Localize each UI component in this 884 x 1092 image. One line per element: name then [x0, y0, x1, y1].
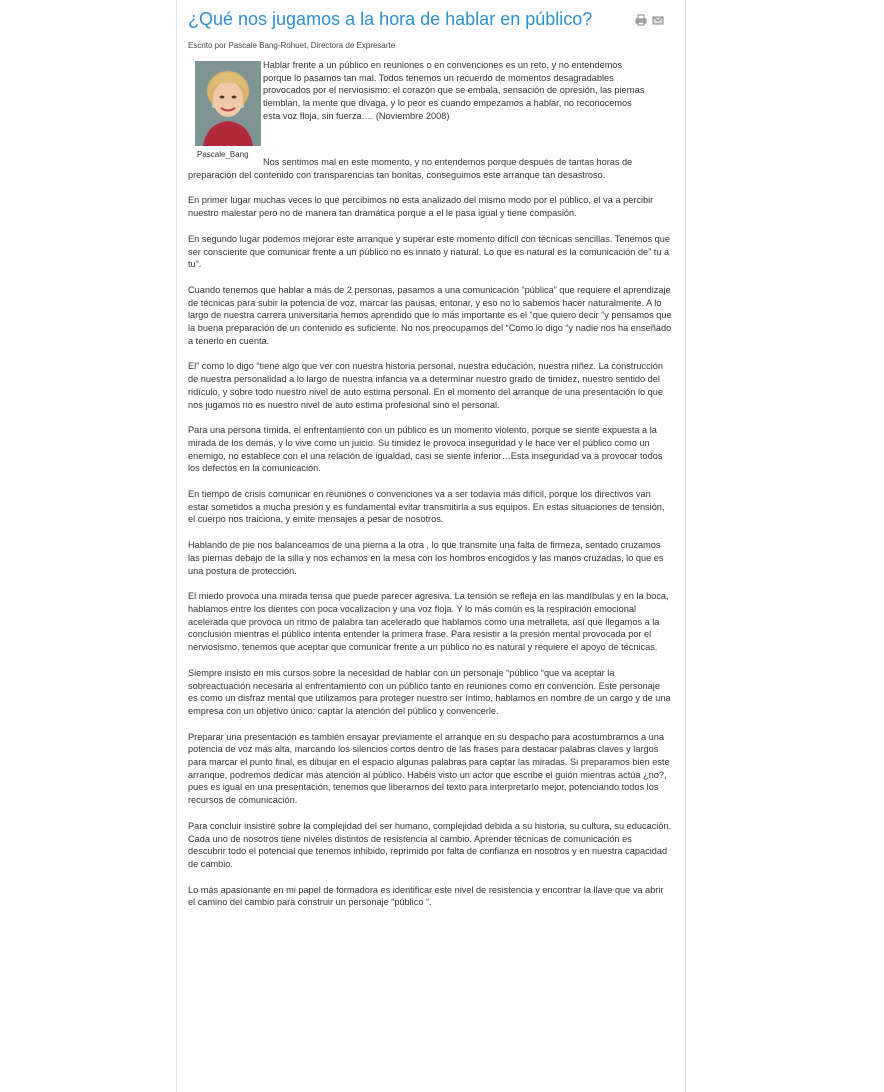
article-paragraph: Nos sentimos mal en este momento, y no entendemos porque después de tantas horas de preparación del contenido con transparencias tan bonitas, conseguimos este arranque tan desastroso.: [188, 157, 633, 180]
article-paragraph: Hablando de pie nos balanceamos de una pierna a la otra , lo que transmite una falta de firmeza, sentado cruzamos las piernas debajo de la silla y nos echamos en la mesa con los hombros encogidos y las manos cruzadas, lo que es una postura de protección.: [188, 540, 664, 576]
email-icon[interactable]: [652, 14, 664, 26]
article-byline: Escrito por Pascale Bang-Rohuet, Directora de Expresarte: [188, 41, 396, 50]
article-body: [188, 156, 672, 909]
author-photo: [195, 61, 261, 146]
article-paragraph: Para concluir insistiré sobre la complejidad del ser humano, complejidad debida a su historia, su cultura, su educación. Cada uno de nosotros tiene niveles distintos de resistencia al cambio. Aprender técnicas de comunicación es descubrir todo el potencial que tenemos inhibido, reprimido por falta de confianza en nosotros y en nuestra capacidad de cambio.: [188, 820, 672, 869]
article-paragraph: Lo más apasionante en mi papel de formadora es identificar este nivel de resistencia y encontrar la llave que va abrir el camino del cambio para construir un personaje “público “.: [188, 884, 664, 908]
article-container: [176, 0, 686, 1092]
article-intro: Hablar frente a un público en reuniones o en convenciones es un reto, y no entendemos porque lo pasamos tan mal. Todos tenemos un recuerdo de momentos desagradables provocados por el nerviosismo: el corazón que se embala, sensación de opresión, las piernas tiemblan, la mente que divaga, y lo peor es cuando empezamos a hablar, no reconocemos esta voz floja, sin fuerza…. (Noviembre 2008): [263, 60, 645, 121]
article-paragraph: El” como lo digo “tiene algo que ver con nuestra historia personal, nuestra educación, nuestra niñez. La construcción de nuestra personalidad a lo largo de nuestra infancia va a determinar nuestro grado de timidez, nuestro sentido del ridículo, y sobre todo nuestro nivel de auto estima personal. En el momento del arranque de una presentación lo que nos jugamos no es nuestro nivel de auto estima profesional sino el personal.: [188, 361, 663, 410]
article-paragraph: Cuando tenemos que hablar a más de 2 personas, pasamos a una comunicación “pública” que requiere el aprendizaje de técnicas para subir la potencia de voz, marcar las pausas, entonar, y eso no lo sabemos hacer naturalmente. A lo largo de nuestra carrera universitaria hemos aprendido que lo más importante es el “que quiero decir “y pensamos que la buena preparación de un contenido es suficiente. No nos preocupamos del “Como lo digo “y nadie nos ha enseñado a tenerlo en cuenta.: [188, 284, 672, 346]
article-paragraph: Siempre insisto en mis cursos sobre la necesidad de hablar con un personaje “público “que va aceptar la sobreactuación necesaria al enfrentamiento con un público tanto en reuniones como en convención. Este personaje es como un disfraz mental que utilizamos para proteger nuestro ser íntimo, hablamos en nombre de un cargo y de una empresa con un objetivo único: captar la atención del público y convencerle.: [188, 667, 671, 716]
article-paragraph: En segundo lugar podemos mejorar este arranque y superar este momento difícil con técnicas sencillas. Tenemos que ser consciente que comunicar frente a un público no es innato y natural. Lo que es natural es la comunicación de” tu a tu”.: [188, 233, 670, 270]
article-tools: [635, 14, 664, 26]
article-paragraph: En primer lugar muchas veces lo que percibimos no esta analizado del mismo modo por el público, el va a percibir nuestro malestar pero no de manera tan dramática porque a el le pasa igual y tiene compasión.: [188, 195, 654, 219]
author-portrait: [195, 61, 261, 146]
photo-caption: Pascale_Bang: [197, 150, 249, 159]
article-paragraph: En tiempo de crisis comunicar en reuniones o convenciones va a ser todavía más difícil, porque los directivos van estar sometidos a mucha presión y es fundamental evitar transmitirla a sus equipos. En estas situaciones de tensión, el cuerpo nos traiciona, y emite mensajes a pesar de nosotros.: [188, 489, 665, 525]
article-paragraph: El miedo provoca una mirada tensa que puede parecer agresiva. La tensión se refleja en las mandíbulas y en la boca, hablamos entre los dientes con poca vocalizacion y una voz floja. Y lo más común es la respiración emocional acelerada que provoca un ritmo de palabra tan acelerado que hablamos como una metralleta, así que llegamos a la conclusión mientras el público intenta entender la primera frase. Para resistir a la presión mental provocada por el nerviosismo, tenemos que aceptar que comunicar frente a un público no es natural y requiere el apoyo de técnicas.: [188, 591, 669, 653]
print-icon[interactable]: [635, 14, 647, 26]
article-paragraph: Para una persona tímida, el enfrentamiento con un público es un momento violento, porque se siente expuesta a la mirada de los demás, y lo vive como un juicio. Su timidez le provoca inseguridad y le hace ver el público como un enemigo, no establece con el una relación de igualdad, casi se siente inferior…Esta inseguridad va a provocar todos los defectos en la comunicación.: [188, 425, 663, 474]
article-title[interactable]: ¿Qué nos jugamos a la hora de hablar en público?: [188, 9, 593, 29]
article-paragraph: Preparar una presentación es también ensayar previamente el arranque en su despacho para acostumbrarnos a una potencia de voz más alta, marcando los silencios cortos dentro de las frases para destacar palabras claves y largos para marcar el punto final, es dibujar en el espacio algunas palabras para captar las miradas. Si preparamos bien este arranque, podremos dedicar más atención al público. Habéis visto un actor que escribe el guión mientras actúa ¿no?, pues es igual en una presentación, tenemos que liberarnos del texto para interpretarlo mejor, potenciando todos los recursos de comunicación.: [188, 731, 670, 806]
